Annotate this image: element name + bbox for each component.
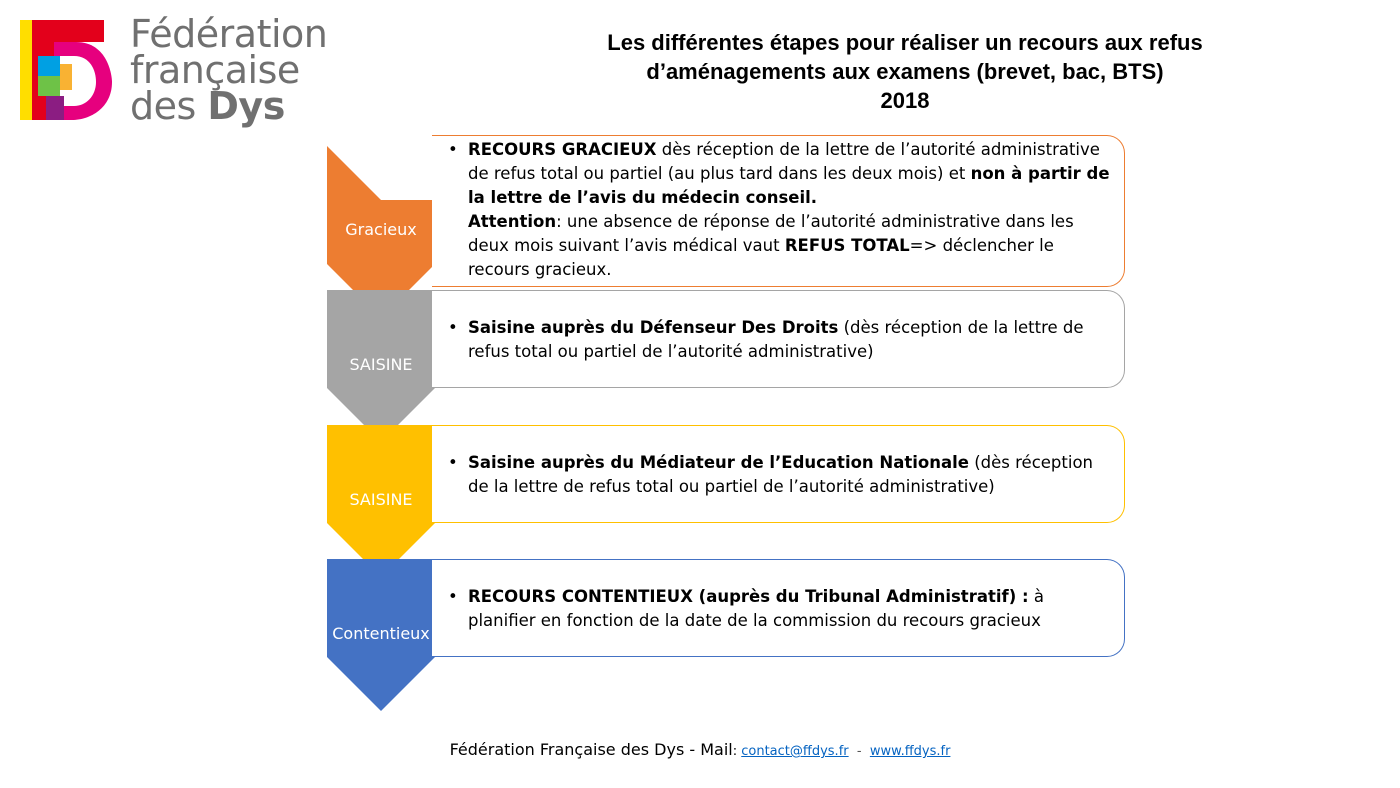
step-1-bold-1: RECOURS GRACIEUX: [468, 140, 657, 159]
step-1-attention-bold: Attention: [468, 212, 557, 231]
step-1-text-1: dès réception de la lettre de l’autorité administrative de refus total ou partiel (au plus tard dans les deux mois) et: [468, 140, 1100, 183]
step-4-chevron: [327, 559, 435, 711]
logo-line-3: [130, 84, 327, 128]
logo-line-2: française: [130, 48, 300, 92]
title-line-3: 2018: [880, 88, 930, 113]
step-1-label: Gracieux: [345, 220, 417, 239]
step-3-bold: Saisine auprès du Médiateur de l’Education Nationale: [468, 453, 969, 472]
step-4-bold: RECOURS CONTENTIEUX (auprès du Tribunal Administratif) :: [468, 587, 1029, 606]
step-4-text-body: à planifier en fonction de la date de la commission du recours gracieux: [468, 587, 1044, 630]
footer-website-link[interactable]: www.ffdys.fr: [869, 744, 951, 759]
step-1-attention-text: : une absence de réponse de l’autorité administrative dans les deux mois suivant l’avis médical vaut: [468, 212, 1074, 255]
bullet-icon: •: [448, 453, 458, 472]
step-2-text: [446, 316, 1114, 364]
title-line-2: d’aménagements aux examens (brevet, bac, BTS): [646, 59, 1164, 84]
step-1-attention-text-2: => déclencher le recours gracieux.: [468, 236, 1054, 279]
step-4-box: [432, 559, 1125, 657]
step-3-chevron: [327, 425, 435, 577]
footer-separator: -: [848, 744, 870, 759]
bullet-icon: •: [448, 318, 458, 337]
footer-prefix: Fédération Française des Dys - Mail: [449, 740, 733, 759]
logo-line-3-bold: Dys: [207, 84, 285, 128]
step-4-label: Contentieux: [332, 624, 430, 643]
footer: [0, 740, 1400, 759]
step-1-box: [432, 135, 1125, 287]
step-4-text: [446, 585, 1114, 633]
step-3-text-body: (dès réception de la lettre de refus total ou partiel de l’autorité administrative): [468, 453, 1094, 496]
ffdys-logo-mark-icon: [16, 16, 116, 122]
bullet-icon: •: [448, 587, 458, 606]
logo-line-1: Fédération: [130, 12, 328, 56]
title-line-1: Les différentes étapes pour réaliser un recours aux refus: [607, 30, 1203, 55]
step-2-chevron: [327, 290, 435, 442]
step-2-bold: Saisine auprès du Défenseur Des Droits: [468, 318, 839, 337]
step-2-box: [432, 290, 1125, 388]
step-3-label: SAISINE: [349, 490, 413, 509]
step-1-bold-2: non à partir de la lettre de l’avis du médecin conseil.: [468, 164, 1110, 207]
ffdys-logo: [16, 12, 356, 128]
footer-email-link[interactable]: contact@ffdys.fr: [741, 744, 849, 759]
bullet-icon: •: [448, 140, 458, 159]
step-3-text: [446, 451, 1114, 499]
step-2-text-body: (dès réception de la lettre de refus total ou partiel de l’autorité administrative): [468, 318, 1084, 361]
step-3-box: [432, 425, 1125, 523]
step-1-text: [446, 138, 1114, 282]
footer-colon: :: [732, 744, 742, 759]
page-title: [500, 28, 1310, 115]
step-2-label: SAISINE: [349, 355, 413, 374]
step-1-attention-bold-2: REFUS TOTAL: [784, 236, 910, 255]
logo-line-3-prefix: des: [130, 84, 208, 128]
